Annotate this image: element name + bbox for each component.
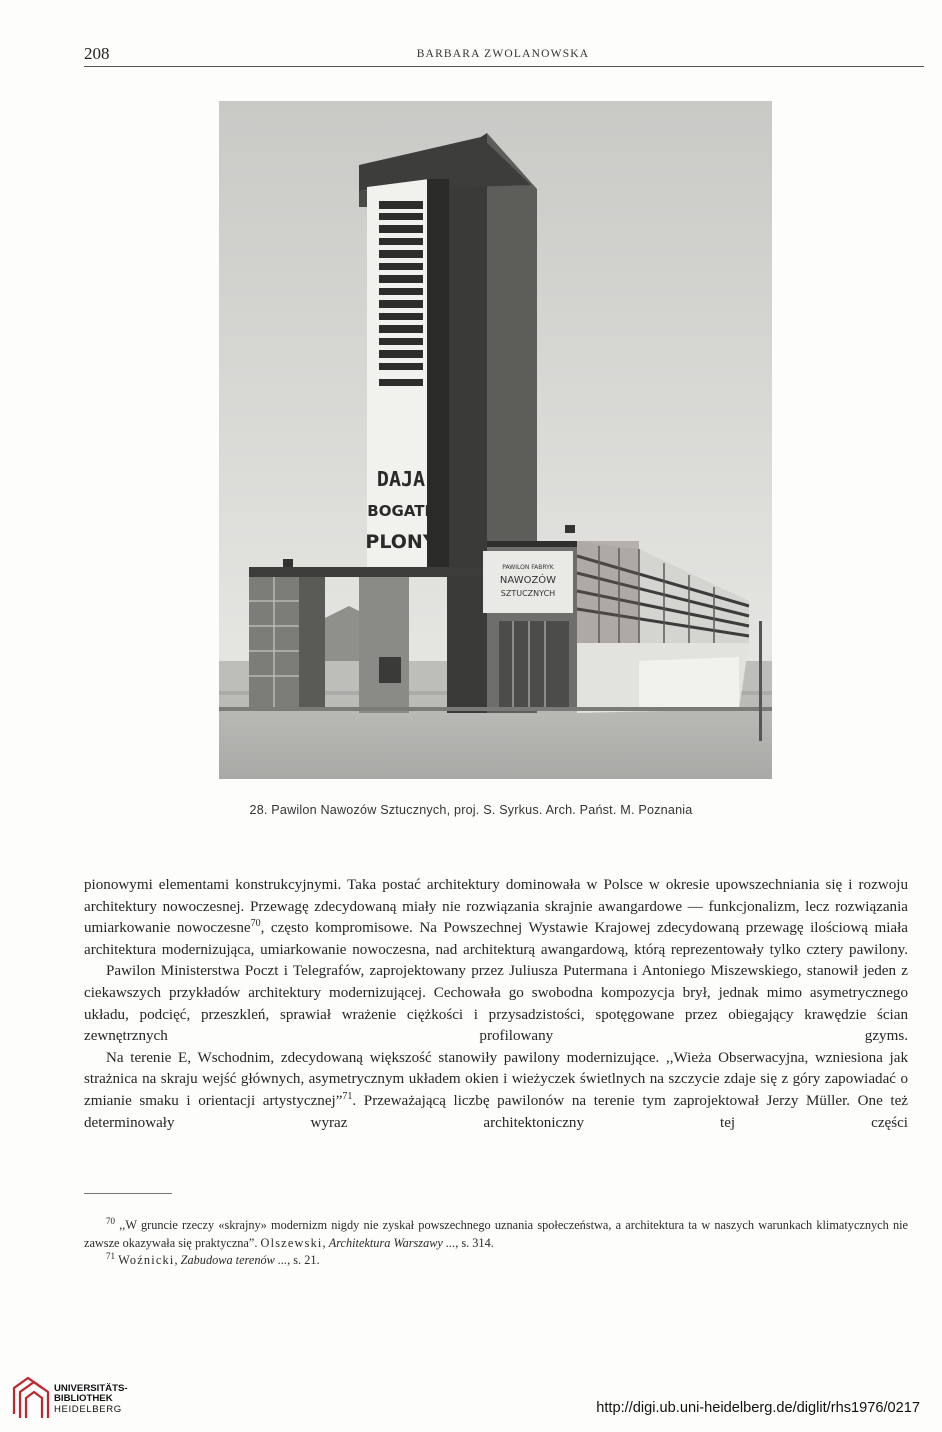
footnote-70-number: 70 (106, 1215, 115, 1226)
footnote-71-title: Zabudowa terenów ... (180, 1253, 288, 1268)
paragraph-2 (84, 961, 908, 1047)
footnote-rule (84, 1193, 172, 1194)
pavilion-sign-line-3: SZTUCZNYCH (500, 589, 556, 598)
footnote-71-separator: , (174, 1253, 181, 1268)
footnote-70-title: Architektura Warszawy ... (328, 1235, 456, 1250)
paragraph-3-text-b: . Przeważającą liczbę pawilonów na terenie tym zaprojektował Jerzy Müller. One też determinowały wyraz architektoniczny tej części (84, 1092, 908, 1131)
paragraph-2-text: Pawilon Ministerstwa Poczt i Telegrafów, zaprojektowany przez Juliusza Putermana i Antoniego Miszewskiego, stanowił jeden z ciekawszych przykładów architektury modernizującej. Cechowała go swobodna kompozycja brył, jednak mimo asymetrycznego układu, podcięć, przeszkleń, sprawiał wrażenie ciężkości i przysadzistości, spotęgowane przez obiegający krawędzie ścian zewnętrznych profilowany gzyms. (84, 963, 908, 1045)
library-name-line-1: UNIVERSITÄTS- (54, 1383, 128, 1394)
figure-photo (219, 101, 772, 779)
running-header (84, 44, 922, 66)
library-logo-icon (8, 1374, 54, 1422)
footnotes (84, 1217, 908, 1270)
running-title: BARBARA ZWOLANOWSKA (416, 48, 590, 60)
figure-caption: 28. Pawilon Nawozów Sztucznych, proj. S. Syrkus. Arch. Państ. M. Poznania (249, 803, 693, 817)
body-text (84, 875, 908, 1134)
source-url[interactable]: http://digi.ub.uni-heidelberg.de/diglit/rhs1976/0217 (596, 1400, 920, 1416)
footnote-70-separator: , (322, 1235, 329, 1250)
footnote-71-number: 71 (106, 1251, 115, 1262)
library-name-line-2: BIBLIOTHEK (54, 1393, 113, 1405)
tower-text-line-3: PLONY (365, 531, 437, 553)
paragraph-1 (84, 875, 908, 961)
library-name-line-3: HEIDELBERG (54, 1403, 122, 1415)
paragraph-3 (84, 1048, 908, 1134)
footnote-70-text: ,,W gruncie rzeczy «skrajny» modernizm nigdy nie zyskał powszechnego uznania społeczeństwa, a architektura ta w naszych warunkach klimatycznych nie zawsze okazywała się praktyczna”. (84, 1218, 908, 1250)
footnote-71-author: Woźnicki (118, 1253, 175, 1268)
pavilion-sign-line-2: NAWOZÓW (499, 575, 557, 586)
library-name (54, 1384, 128, 1415)
footnote-ref-70: 70 (250, 918, 261, 930)
footnote-71-pages: , s. 21. (287, 1253, 320, 1268)
tower-text-line-2: BOGATE (367, 502, 435, 520)
footnote-70 (84, 1217, 908, 1252)
paragraph-3-text-a: Na terenie E, Wschodnim, zdecydowaną większość stanowiły pawilony modernizujące. ,,Wieża Obserwacyjna, wzniesiona jak strażnica na skraju wejść głównych, asymetrycznym układem okien i wieżyczek świetlnych na szczycie zdaje się z góry zapowiadać o zmianie smaku i orientacji artystycznej” (84, 1049, 908, 1109)
footnote-ref-71: 71 (342, 1090, 353, 1102)
paragraph-1-text-a: pionowymi elementami konstrukcyjnymi. Taka postać architektury dominowała w Polsce w okresie upowszechniania się i rozwoju architektury nowoczesnej. Przewagę zdecydowaną miały nie rozwiązania skrajnie awangardowe — funkcjonalizm, lecz rozwiązania umiarkowanie nowoczesne (84, 877, 908, 937)
footnote-70-pages: , s. 314. (455, 1235, 494, 1250)
header-rule (84, 66, 924, 67)
pavilion-sign-line-1: PAWILON FABRYK (502, 564, 554, 571)
paragraph-1-text-b: , często kompromisowe. Na Powszechnej Wystawie Krajowej zdecydowaną przewagę ilościową miała architektura modernizująca, umiarkowanie nowoczesna, nad architekturą awangardową, którą reprezentowały tylko cztery pawilony. (84, 920, 908, 958)
page-number: 208 (84, 44, 110, 63)
footnote-70-author: Olszewski (260, 1235, 323, 1250)
footnote-71 (84, 1252, 908, 1270)
pavilion-photograph (219, 101, 772, 779)
tower-text-line-1: DAJA (376, 467, 426, 491)
